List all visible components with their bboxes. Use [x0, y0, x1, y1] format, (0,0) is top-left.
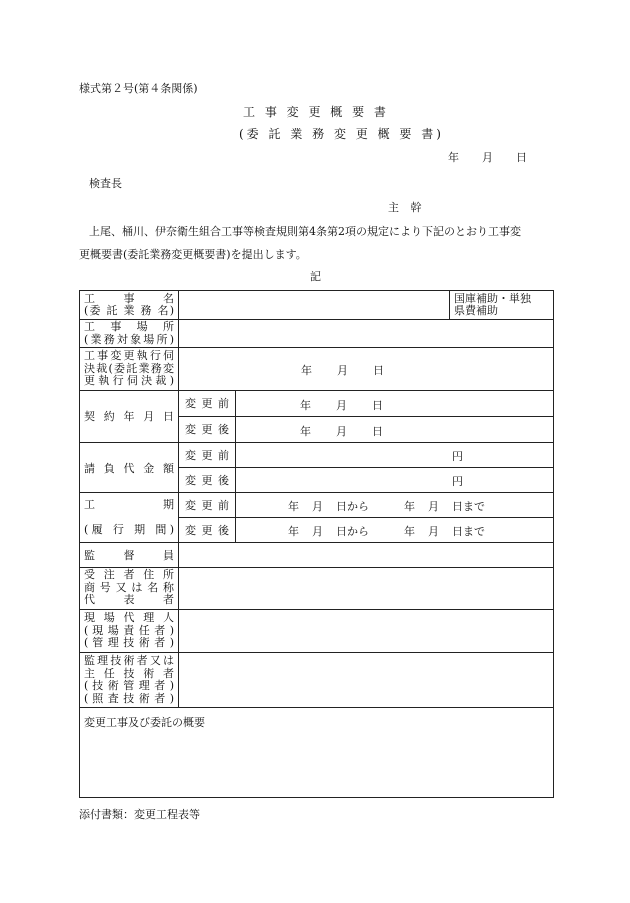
contract-after-month: 月: [336, 424, 347, 438]
period-after-from-day: 日から: [336, 525, 369, 539]
body-text-line2: 更概要書(委託業務変更概要書)を提出します。: [79, 248, 307, 261]
form-number: 様式第２号(第４条関係): [79, 82, 198, 95]
supervisor-value[interactable]: [179, 543, 554, 567]
period-after-to-month: 月: [428, 525, 439, 539]
row-site-agent: [80, 609, 554, 652]
contract-amount-before-value[interactable]: [236, 442, 554, 467]
contract-before-year: 年: [300, 398, 311, 412]
contract-date-after-value[interactable]: [236, 416, 554, 442]
chief-engineer-value[interactable]: [179, 653, 554, 708]
approval-date-cell[interactable]: [179, 348, 554, 390]
document-title: 工 事 変 更 概 要 書: [243, 105, 389, 119]
body-text-line1: 上尾、桶川、伊奈衛生組合工事等検査規則第4条第2項の規定により下記のとおり工事変: [89, 225, 521, 238]
row-period-before: [80, 493, 554, 518]
period-before-label: [179, 493, 236, 518]
contractor-label: [80, 567, 179, 609]
contract-amount-before-label: [179, 442, 236, 467]
row-project-name: [80, 291, 554, 320]
contract-amount-after-value[interactable]: [236, 468, 554, 493]
yen-before: 円: [452, 449, 463, 463]
yen-after: 円: [452, 475, 463, 488]
period-before-to-year: 年: [404, 500, 415, 514]
chief-engineer-label-c: ( 技 術 管 理 者 ): [84, 679, 174, 693]
date-year: 年: [448, 151, 459, 164]
contract-before-day: 日: [372, 398, 383, 412]
date-month: 月: [482, 151, 493, 164]
contract-before-month: 月: [336, 398, 347, 412]
contract-date-label: [80, 390, 179, 442]
addressee: 検査長: [89, 177, 122, 190]
location-label-a: 工 事 場 所: [84, 320, 174, 334]
contract-amount-label: [80, 442, 179, 492]
row-change-summary: [80, 708, 554, 798]
period-label: [80, 493, 179, 543]
change-summary-table: [79, 290, 554, 798]
subsidy-line2: 県費補助: [454, 304, 498, 318]
contract-date-before-label: [179, 390, 236, 416]
period-before-from-month: 月: [312, 500, 323, 514]
supervisor-label-text: 監 督 員: [84, 548, 174, 562]
subsidy-line1: 国庫補助・単独: [454, 291, 531, 305]
project-name-label-a: 工 事 名: [84, 291, 174, 305]
contract-after-day: 日: [372, 424, 383, 438]
site-agent-value[interactable]: [179, 609, 554, 652]
after-text: 変 更 後: [185, 474, 229, 488]
attachments-note: 添付書類：変更工程表等: [79, 808, 200, 821]
approval-label: [80, 348, 179, 390]
row-contractor: [80, 567, 554, 609]
contract-amount-after-label: [179, 468, 236, 493]
before-text: 変 更 前: [185, 448, 229, 462]
approval-label-b: 決裁(委託業務変: [84, 361, 174, 375]
period-after-value[interactable]: [236, 518, 554, 543]
change-summary-label: 変更工事及び委託の概要: [84, 716, 205, 730]
site-agent-label: [80, 609, 179, 652]
date-day: 日: [516, 151, 527, 164]
row-approval: [80, 348, 554, 390]
chief-engineer-label-d: ( 照 査 技 術 者 ): [84, 691, 174, 705]
period-before-value[interactable]: [236, 493, 554, 518]
contractor-label-a: 受 注 者 住 所: [84, 568, 174, 582]
contract-date-after-label: [179, 416, 236, 442]
period-after-from-month: 月: [312, 525, 323, 539]
chief-engineer-label-b: 主 任 技 術 者: [84, 666, 174, 680]
project-name-label: [80, 291, 179, 320]
contractor-label-b: 商号又は名称: [84, 580, 174, 594]
period-before-from-year: 年: [288, 500, 299, 514]
period-after-label: [179, 518, 236, 543]
location-value[interactable]: [179, 320, 554, 348]
contract-date-label-text: 契 約 年 月 日: [84, 410, 174, 424]
supervisor-label: [80, 543, 179, 567]
contractor-label-c: 代 表 者: [84, 593, 174, 607]
approval-year: 年: [301, 364, 312, 378]
contract-amount-label-text: 請 負 代 金 額: [84, 461, 174, 475]
contractor-value[interactable]: [179, 567, 554, 609]
period-after-from-year: 年: [288, 525, 299, 539]
site-agent-label-a: 現 場 代 理 人: [84, 611, 174, 625]
site-agent-label-b: ( 現 場 責 任 者 ): [84, 623, 174, 637]
period-label-b: (履 行 期 間): [84, 522, 174, 536]
row-chief-engineer: [80, 653, 554, 708]
after-text: 変 更 後: [185, 423, 229, 437]
chief-engineer-label-a: 監理技術者又は: [84, 654, 174, 668]
approval-label-c: 更執行伺決裁): [84, 374, 174, 388]
document-subtitle: (委 託 業 務 変 更 概 要 書): [239, 127, 444, 141]
period-before-to-day: 日まで: [452, 500, 485, 514]
period-label-a: 工 期: [84, 498, 174, 512]
row-project-location: [80, 320, 554, 348]
before-text: 変 更 前: [185, 499, 229, 513]
period-after-to-day: 日まで: [452, 525, 485, 539]
row-contract-amount-before: [80, 442, 554, 467]
approval-month: 月: [337, 364, 348, 378]
chief-engineer-label: [80, 653, 179, 708]
contract-after-year: 年: [300, 424, 311, 438]
location-label: [80, 320, 179, 348]
approval-label-a: 工事変更執行伺: [84, 349, 174, 363]
project-name-label-b: (委 託 業 務 名): [84, 304, 174, 318]
row-contract-date-before: [80, 390, 554, 416]
contract-date-before-value[interactable]: [236, 390, 554, 416]
approval-day: 日: [373, 364, 384, 378]
period-before-to-month: 月: [428, 500, 439, 514]
change-summary-cell[interactable]: [80, 708, 554, 798]
row-supervisor: [80, 543, 554, 567]
period-after-to-year: 年: [404, 525, 415, 539]
sender-title: 主 幹: [388, 201, 426, 214]
site-agent-label-c: ( 管 理 技 術 者 ): [84, 636, 174, 650]
period-before-from-day: 日から: [336, 500, 369, 514]
subsidy-cell[interactable]: [450, 291, 554, 320]
location-label-b: (業務対象場所): [84, 332, 174, 346]
ki-heading: 記: [310, 270, 321, 283]
after-text: 変 更 後: [185, 524, 229, 538]
project-name-value[interactable]: [179, 291, 450, 320]
before-text: 変 更 前: [185, 397, 229, 411]
